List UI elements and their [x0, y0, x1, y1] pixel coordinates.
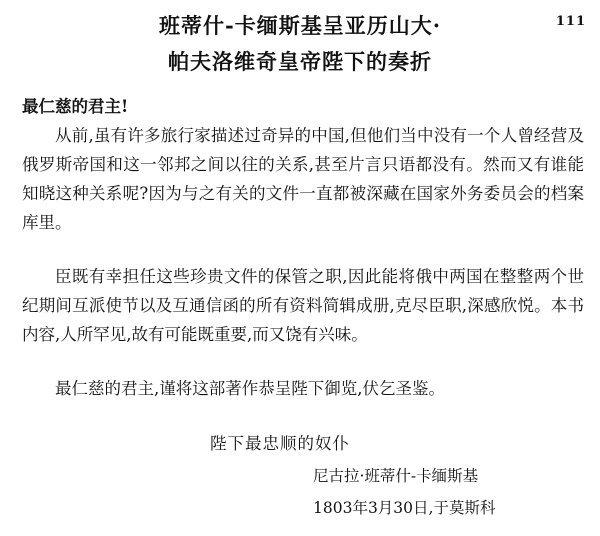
title-line-2: 帕夫洛维奇皇帝陛下的奏折 [168, 49, 432, 74]
paragraph-3: 最仁慈的君主,谨将这部著作恭呈陛下御览,伏乞圣鉴。 [55, 379, 445, 398]
page-number: 111 [555, 14, 586, 29]
paragraph-1: 从前,虽有许多旅行家描述过奇异的中国,但他们当中没有一个人曾经营及俄罗斯帝国和这一邻邦之间以往的关系,甚至片言只语都没有。然而又有谁能知晓这种关系呢?因为与之有关的文件一直都被深藏在国家外务委员会的档案库里。 [22, 126, 584, 232]
title-line-1: 班蒂什-卡缅斯基呈亚历山大· [158, 13, 442, 38]
signature: 尼古拉·班蒂什-卡缅斯基 [313, 467, 479, 485]
salutation: 最仁慈的君主! [22, 97, 129, 116]
closing-line: 陛下最忠顺的奴仆 [210, 434, 350, 453]
date-line: 1803年3月30日,于莫斯科 [313, 499, 496, 517]
paragraph-2: 臣既有幸担任这些珍贵文件的保管之职,因此能将俄中两国在整整两个世纪期间互派使节以及互通信函的所有资料简辑成册,克尽臣职,深感欣悦。本书内容,人所罕见,故有可能既重要,而又饶有兴味。 [22, 267, 584, 344]
